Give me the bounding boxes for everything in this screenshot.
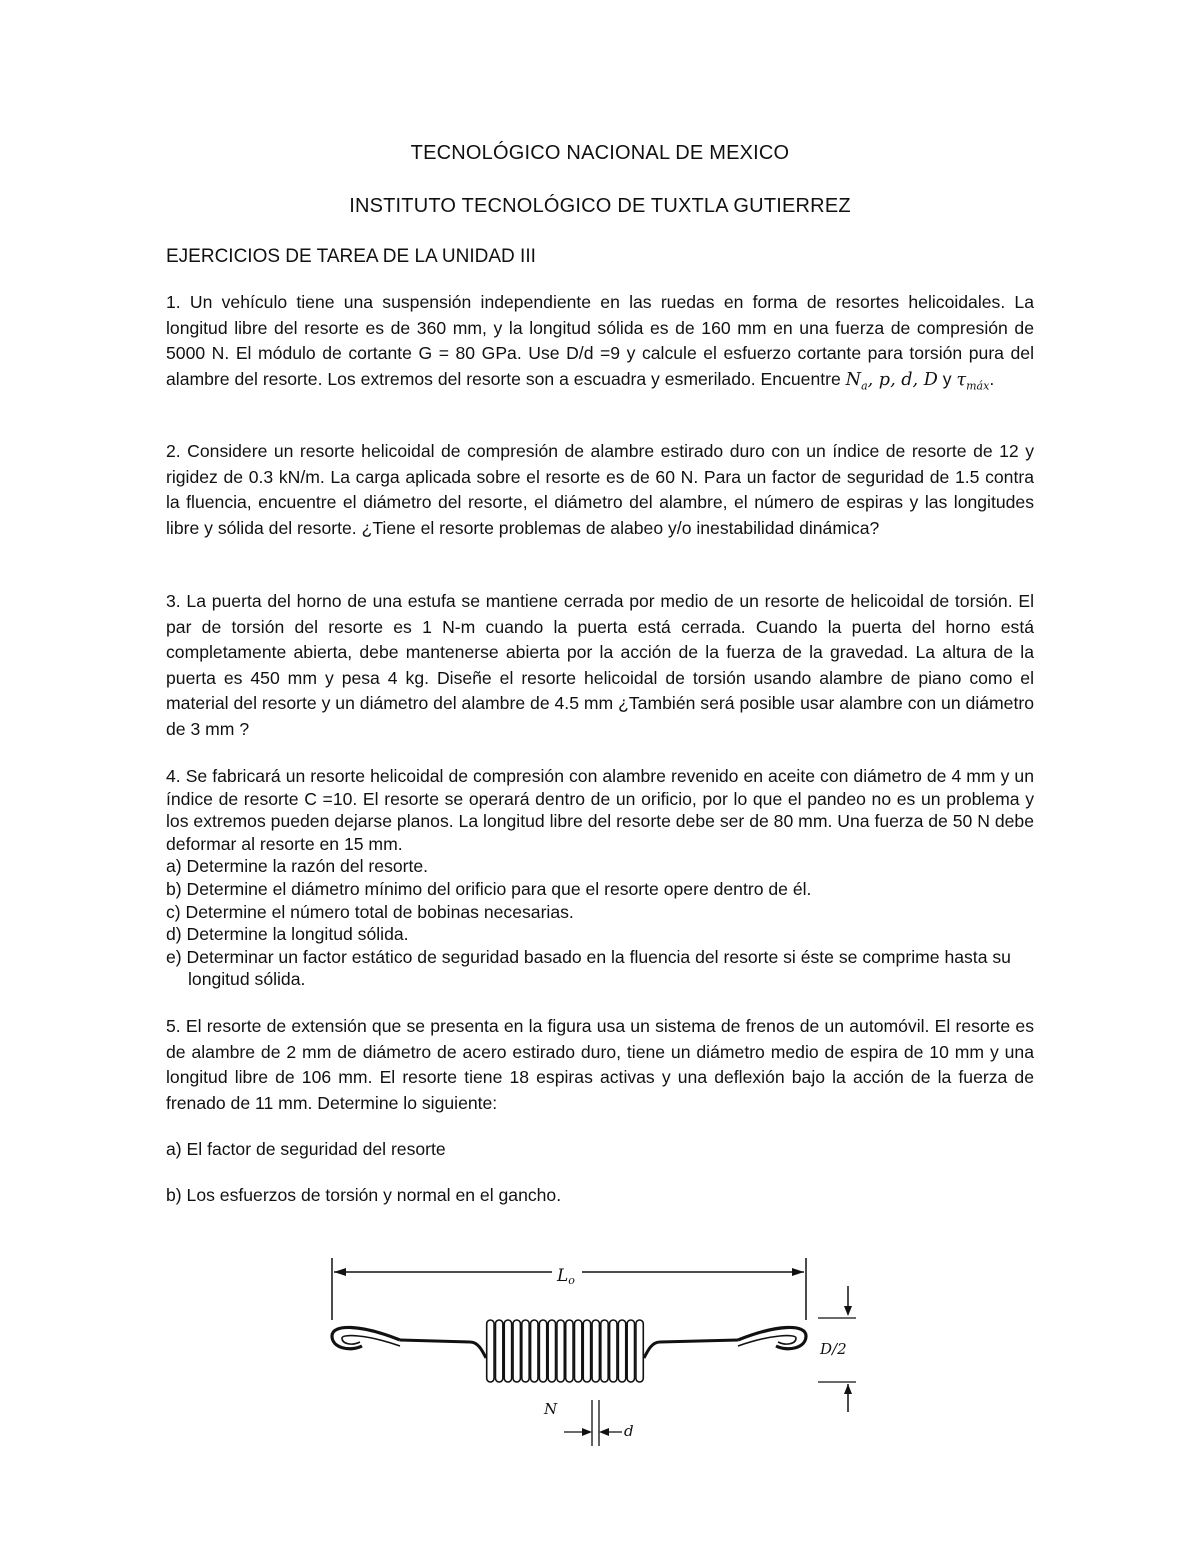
problem-4-item-b: b) Determine el diámetro mínimo del orificio para que el resorte opere dentro de él. — [166, 878, 812, 899]
coil-turn — [583, 1320, 590, 1382]
problem-3 — [166, 589, 1034, 742]
coil-turn — [574, 1320, 581, 1382]
coil-turn — [522, 1320, 529, 1382]
coil-turn — [557, 1320, 564, 1382]
d2-arrow-top — [844, 1306, 852, 1316]
lo-label: Lo — [557, 1266, 575, 1287]
coil-turn — [504, 1320, 511, 1382]
problem-4-item-e: e) Determinar un factor estático de seguridad basado en la fluencia del resorte si éste se comprime hasta su longitud sólida. — [166, 946, 1011, 990]
problem-2 — [166, 439, 1034, 541]
problem-4-item-d: d) Determine la longitud sólida. — [166, 924, 409, 945]
problem-4 — [166, 765, 1034, 991]
institution-title: TECNOLÓGICO NACIONAL DE MEXICO — [410, 142, 790, 164]
right-leg — [644, 1340, 738, 1358]
wire-arrow-left — [582, 1428, 592, 1436]
wire-diameter-label: d — [624, 1422, 634, 1440]
d2-label: D/2 — [820, 1340, 847, 1358]
coil-turn — [610, 1320, 617, 1382]
problem-2-text: 2. Considere un resorte helicoidal de compresión de alambre estirado duro con un índice de resorte de 12 y rigidez de 0.3 kN/m. La carga aplicada sobre el resorte es de 60 N. Para un factor de seguridad de 1.5 contra la fluencia, encuentre el diámetro del resorte, el diámetro del alambre, el número de espiras y las longitudes libre y sólida del resorte. ¿Tiene el resorte problemas de alabeo y/o inestabilidad dinámica? — [166, 441, 1034, 538]
coil-turn — [618, 1320, 625, 1382]
problem-5-text: 5. El resorte de extensión que se presenta en la figura usa un sistema de frenos de un automóvil. El resorte es de alambre de 2 mm de diámetro de acero estirado duro, tiene un diámetro medio de espira de 10 mm y una longitud libre de 106 mm. El resorte tiene 18 espiras activas y una deflexión bajo la acción de la fuerza de frenado de 11 mm. Determine lo siguiente: — [166, 1016, 1034, 1113]
coil-turn — [513, 1320, 520, 1382]
lo-arrow-right — [792, 1268, 804, 1276]
coil-turn — [495, 1320, 502, 1382]
coil-turn — [531, 1320, 538, 1382]
left-leg — [400, 1340, 486, 1358]
problem-3-text: 3. La puerta del horno de una estufa se mantiene cerrada por medio de un resorte de helicoidal de torsión. El par de torsión del resorte es 1 N-m cuando la puerta está cerrada. Cuando la puerta del horno está completamente abierta, debe mantenerse abierta por la acción de la fuerza de la gravedad. La altura de la puerta es 450 mm y pesa 4 kg. Diseñe el resorte helicoidal de torsión usando alambre de piano como el material del resorte y un diámetro del alambre de 4.5 mm ¿También será posible usar alambre con un diámetro de 3 mm ? — [166, 591, 1034, 739]
institute-title: INSTITUTO TECNOLÓGICO DE TUXTLA GUTIERREZ — [349, 195, 851, 217]
coil-turn — [627, 1320, 634, 1382]
problem-1-variables: $N_a$, p, d, D — [845, 369, 938, 393]
problem-4-text: 4. Se fabricará un resorte helicoidal de compresión con alambre revenido en aceite con diámetro de 4 mm y un índice de resorte C =10. El resorte se operará dentro de un orificio, por lo que el pandeo no es un problema y los extremos pueden dejarse planos. La longitud libre del resorte debe ser de 80 mm. Una fuerza de 50 N debe deformar al resorte en 15 mm. — [166, 766, 1034, 854]
problem-4-item-a: a) Determine la razón del resorte. — [166, 856, 429, 877]
problem-1 — [166, 290, 1034, 399]
problem-1-end: . — [989, 368, 995, 389]
coil-turn — [487, 1320, 494, 1382]
coil-turn — [548, 1320, 555, 1382]
coil-count-label: N — [544, 1400, 558, 1418]
problem-1-text: 1. Un vehículo tiene una suspensión independiente en las ruedas en forma de resortes helicoidales. La longitud libre del resorte es de 360 mm, y la longitud sólida es de 160 mm en una fuerza de compresión de 5000 N. El módulo de cortante G = 80 GPa. Use D/d =9 y calcule el esfuerzo cortante para torsión pura del alambre del resorte. Los extremos del resorte son a escuadra y esmerilado. Encuentre — [166, 292, 1034, 389]
d2-arrow-bottom — [844, 1384, 852, 1394]
problem-1-tau: $\tau_{máx}$ — [956, 369, 990, 393]
coil-turn — [566, 1320, 573, 1382]
extension-spring-figure — [320, 1250, 860, 1450]
coil-turn — [636, 1320, 643, 1382]
problem-5 — [166, 1014, 1034, 1116]
lo-arrow-left — [334, 1268, 346, 1276]
coil-turn — [601, 1320, 608, 1382]
problem-1-conjunction: y — [937, 368, 957, 389]
problem-5-item-b: b) Los esfuerzos de torsión y normal en el gancho. — [166, 1185, 562, 1205]
coil-turn — [539, 1320, 546, 1382]
problem-4-item-c: c) Determine el número total de bobinas necesarias. — [166, 901, 574, 922]
problem-5-item-a: a) El factor de seguridad del resorte — [166, 1139, 446, 1159]
spring-coil-body — [487, 1320, 644, 1382]
wire-arrow-right — [599, 1428, 609, 1436]
section-heading: EJERCICIOS DE TAREA DE LA UNIDAD III — [166, 246, 536, 267]
coil-turn — [592, 1320, 599, 1382]
